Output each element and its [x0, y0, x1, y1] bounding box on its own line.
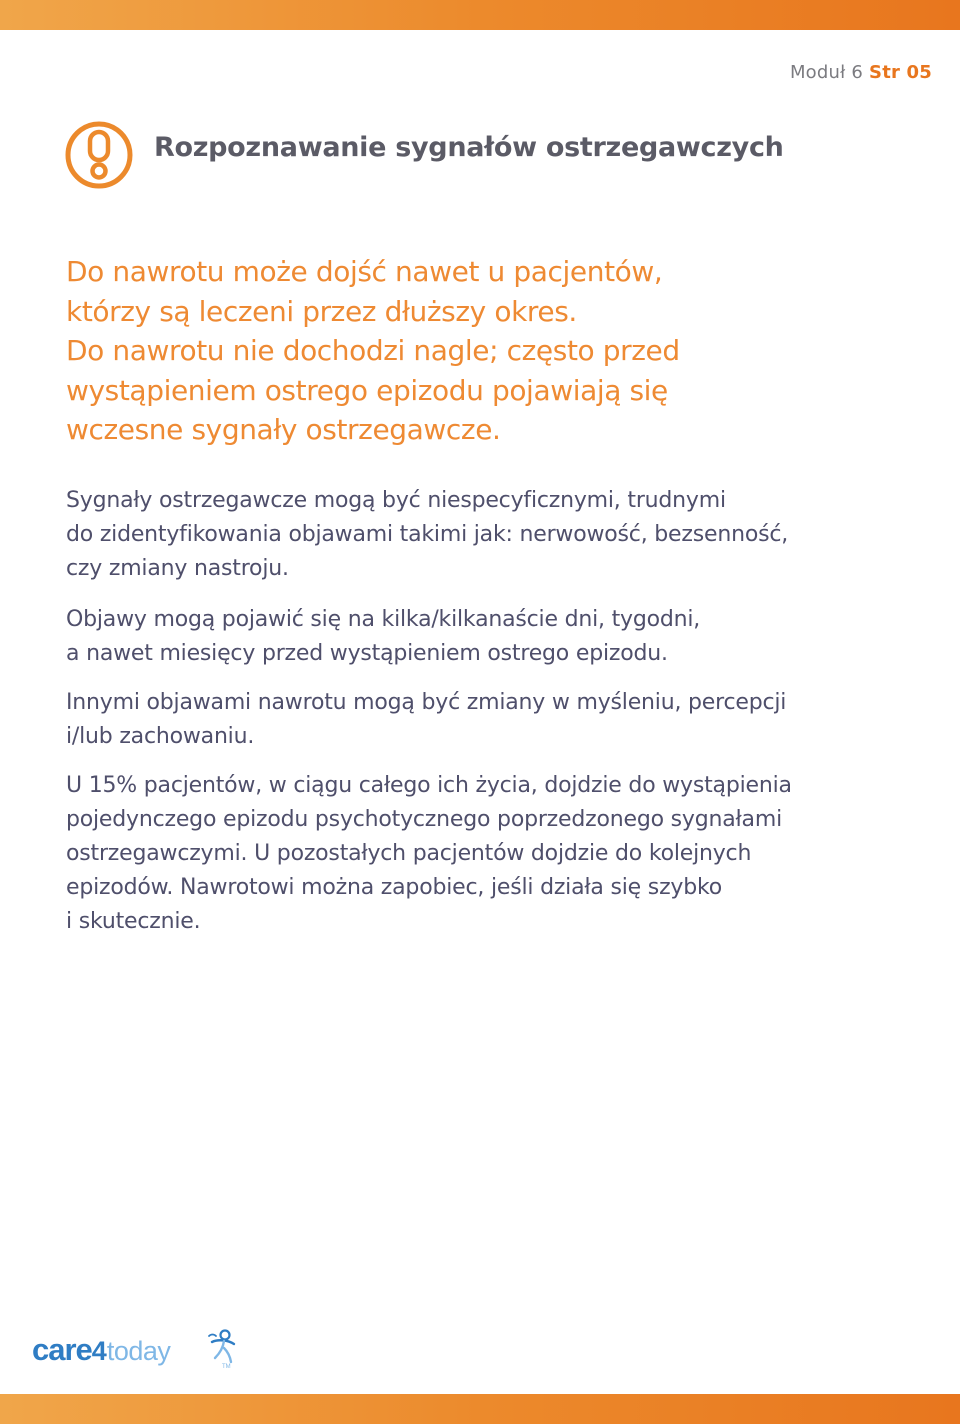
- paragraph-warning-signs: [66, 484, 886, 586]
- page-indicator: [790, 62, 932, 83]
- paragraph-line: do zidentyfikowania objawami takimi jak: nerwowość, bezsenność,: [66, 522, 789, 547]
- paragraph-other-symptoms: [66, 686, 886, 754]
- paragraph-line: ostrzegawczymi. U pozostałych pacjentów dojdzie do kolejnych: [66, 841, 752, 866]
- lead-paragraph: [66, 252, 866, 450]
- top-accent-bar: [0, 0, 960, 30]
- logo-four-text: 4: [91, 1336, 107, 1366]
- paragraph-line: Sygnały ostrzegawcze mogą być niespecyficznymi, trudnymi: [66, 488, 726, 513]
- paragraph-line: Innymi objawami nawrotu mogą być zmiany w myśleniu, percepcji: [66, 690, 787, 715]
- logo-care-text: care: [32, 1332, 92, 1367]
- logo-trademark: TM: [222, 1364, 231, 1370]
- paragraph-line: U 15% pacjentów, w ciągu całego ich życia, dojdzie do wystąpienia: [66, 773, 792, 798]
- paragraph-line: epizodów. Nawrotowi można zapobiec, jeśli działa się szybko: [66, 875, 723, 900]
- module-label: Moduł 6: [789, 62, 864, 83]
- paragraph-symptom-timing: [66, 603, 886, 671]
- page-number: Str 05: [869, 62, 932, 83]
- lead-line: Do nawrotu może dojść nawet u pacjentów,: [66, 255, 663, 288]
- exclamation-circle-icon: [63, 119, 135, 191]
- care4today-logo: [32, 1326, 231, 1376]
- logo-wordmark: [32, 1332, 170, 1368]
- lead-line: wystąpieniem ostrego epizodu pojawiają się: [66, 373, 668, 407]
- logo-today-text: today: [106, 1336, 171, 1366]
- lead-line: którzy są leczeni przez dłuższy okres.: [66, 294, 577, 328]
- paragraph-line: i/lub zachowaniu.: [66, 724, 255, 749]
- lead-line: Do nawrotu nie dochodzi nagle; często przed: [66, 334, 680, 367]
- section-title: Rozpoznawanie sygnałów ostrzegawczych: [154, 132, 784, 163]
- paragraph-line: pojedynczego epizodu psychotycznego poprzedzonego sygnałami: [66, 807, 782, 832]
- paragraph-line: czy zmiany nastroju.: [66, 556, 289, 581]
- paragraph-line: Objawy mogą pojawić się na kilka/kilkanaście dni, tygodni,: [66, 607, 701, 632]
- paragraph-line: i skutecznie.: [66, 909, 201, 934]
- lead-line: wczesne sygnały ostrzegawcze.: [66, 413, 501, 446]
- paragraph-line: a nawet miesięcy przed wystąpieniem ostrego epizodu.: [66, 641, 668, 666]
- paragraph-statistics: [66, 769, 886, 939]
- logo-figure-icon: [204, 1326, 238, 1366]
- bottom-accent-bar: [0, 1394, 960, 1424]
